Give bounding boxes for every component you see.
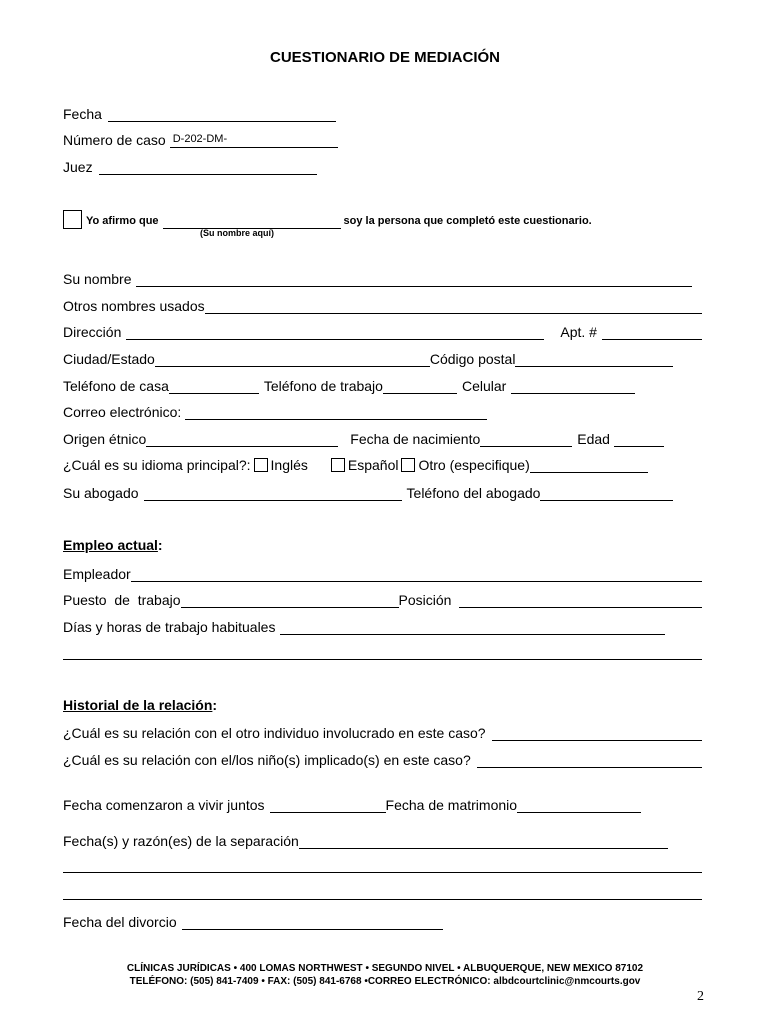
fecha-label: Fecha [63, 106, 102, 122]
divorcio-row [63, 910, 702, 930]
relacion-ninos-label: ¿Cuál es su relación con el/los niño(s) implicado(s) en este caso? [63, 752, 471, 768]
telefono-row [63, 374, 702, 394]
affirmation-checkbox[interactable] [63, 210, 82, 229]
puesto-row [63, 588, 702, 608]
otro-checkbox[interactable] [401, 458, 415, 472]
separacion-label: Fecha(s) y razón(es) de la separación [63, 833, 299, 849]
origen-row [63, 427, 702, 447]
otros-nombres-field[interactable] [205, 298, 702, 314]
matrimonio-label: Fecha de matrimonio [385, 797, 518, 813]
separacion-extra-line-2[interactable] [63, 899, 702, 900]
puesto-field[interactable] [181, 592, 399, 608]
su-nombre-label: Su nombre [63, 271, 132, 287]
footer-contact: TELÉFONO: (505) 841-7409 • FAX: (505) 841-6768 •CORREO ELECTRÓNICO: albdcourtclinic@nmcourts.gov [129, 976, 641, 987]
celular-field[interactable] [511, 378, 635, 394]
divorcio-field[interactable] [182, 914, 443, 930]
empleador-field[interactable] [131, 566, 702, 582]
dias-horas-label: Días y horas de trabajo habituales [63, 619, 276, 635]
separacion-extra-line-1[interactable] [63, 872, 702, 873]
otro-field[interactable] [530, 457, 648, 473]
apt-label: Apt. # [560, 324, 597, 340]
numero-caso-row [63, 128, 702, 148]
footer-address: CLÍNICAS JURÍDICAS • 400 LOMAS NORTHWEST • SEGUNDO NIVEL • ALBUQUERQUE, NEW MEXICO 87102 [126, 963, 644, 974]
empleador-row [63, 562, 702, 582]
espanol-label: Español [347, 457, 399, 473]
posicion-label: Posición [398, 592, 452, 608]
correo-row [63, 400, 702, 420]
idioma-label: ¿Cuál es su idioma principal?: [63, 457, 251, 473]
ciudad-row [63, 347, 702, 367]
ingles-label: Inglés [270, 457, 308, 473]
celular-label: Celular [461, 378, 507, 394]
telefono-abogado-label: Teléfono del abogado [406, 485, 541, 501]
fecha-nacimiento-label: Fecha de nacimiento [350, 431, 481, 447]
page-number: 2 [697, 989, 704, 1004]
direccion-field[interactable] [126, 324, 544, 340]
fecha-nacimiento-field[interactable] [480, 431, 572, 447]
origen-label: Origen étnico [63, 431, 147, 447]
historial-heading [63, 697, 217, 713]
telefono-casa-field[interactable] [169, 378, 259, 394]
affirmation-note: (Su nombre aquí) [200, 228, 274, 238]
affirmation-row [63, 207, 592, 229]
ingles-checkbox[interactable] [254, 458, 268, 472]
telefono-abogado-field[interactable] [540, 485, 673, 501]
vivir-juntos-field[interactable] [270, 797, 386, 813]
relacion-individuo-row [63, 721, 702, 741]
idioma-row [63, 453, 702, 473]
otros-nombres-label: Otros nombres usados [63, 298, 205, 314]
dias-horas-extra-line[interactable] [63, 659, 702, 660]
divorcio-label: Fecha del divorcio [63, 914, 177, 930]
relacion-ninos-row [63, 748, 702, 768]
fecha-field[interactable] [108, 106, 336, 122]
codigo-postal-label: Código postal [429, 351, 516, 367]
dias-horas-row [63, 615, 702, 635]
historial-heading-text: Historial de la relación [63, 697, 213, 713]
direccion-row [63, 320, 702, 340]
origen-field[interactable] [146, 431, 338, 447]
correo-field[interactable] [185, 404, 487, 420]
su-nombre-row [63, 267, 702, 287]
empleo-heading-colon: : [157, 537, 163, 553]
codigo-postal-field[interactable] [515, 351, 673, 367]
matrimonio-field[interactable] [517, 797, 641, 813]
telefono-casa-label: Teléfono de casa [63, 378, 169, 394]
juez-row [63, 155, 702, 175]
vivir-juntos-label: Fecha comenzaron a vivir juntos [63, 797, 265, 813]
puesto-label: Puesto de trabajo [63, 592, 181, 608]
abogado-field[interactable] [144, 485, 402, 501]
juez-field[interactable] [99, 159, 317, 175]
ciudad-estado-field[interactable] [155, 351, 430, 367]
espanol-checkbox[interactable] [331, 458, 345, 472]
empleo-heading-text: Empleo actual [63, 537, 158, 553]
telefono-trabajo-field[interactable] [383, 378, 457, 394]
ciudad-estado-label: Ciudad/Estado [63, 351, 155, 367]
relacion-individuo-label: ¿Cuál es su relación con el otro individuo involucrado en este caso? [63, 725, 486, 741]
numero-caso-label: Número de caso [63, 132, 166, 148]
correo-label: Correo electrónico: [63, 404, 182, 420]
empleador-label: Empleador [63, 566, 131, 582]
apt-field[interactable] [602, 324, 702, 340]
vivir-juntos-row [63, 793, 702, 813]
edad-label: Edad [577, 431, 610, 447]
abogado-label: Su abogado [63, 485, 139, 501]
otro-label: Otro (especifique) [418, 457, 530, 473]
relacion-individuo-field[interactable] [492, 725, 702, 741]
otros-nombres-row [63, 294, 702, 314]
telefono-trabajo-label: Teléfono de trabajo [263, 378, 383, 394]
posicion-field[interactable] [459, 592, 702, 608]
su-nombre-field[interactable] [136, 271, 692, 287]
edad-field[interactable] [614, 431, 664, 447]
numero-caso-value: D-202-DM- [172, 133, 228, 145]
historial-heading-colon: : [212, 697, 218, 713]
affirmation-suffix: soy la persona que completó este cuestionario. [343, 215, 592, 227]
separacion-field[interactable] [299, 833, 668, 849]
numero-caso-field[interactable] [170, 132, 338, 148]
separacion-row [63, 829, 702, 849]
affirmation-prefix: Yo afirmo que [86, 215, 159, 227]
empleo-heading [63, 537, 163, 553]
relacion-ninos-field[interactable] [477, 752, 702, 768]
juez-label: Juez [63, 159, 93, 175]
abogado-row [63, 481, 702, 501]
direccion-label: Dirección [63, 324, 122, 340]
page-title: CUESTIONARIO DE MEDIACIÓN [269, 49, 500, 66]
fecha-row [63, 102, 702, 122]
dias-horas-field[interactable] [280, 619, 665, 635]
